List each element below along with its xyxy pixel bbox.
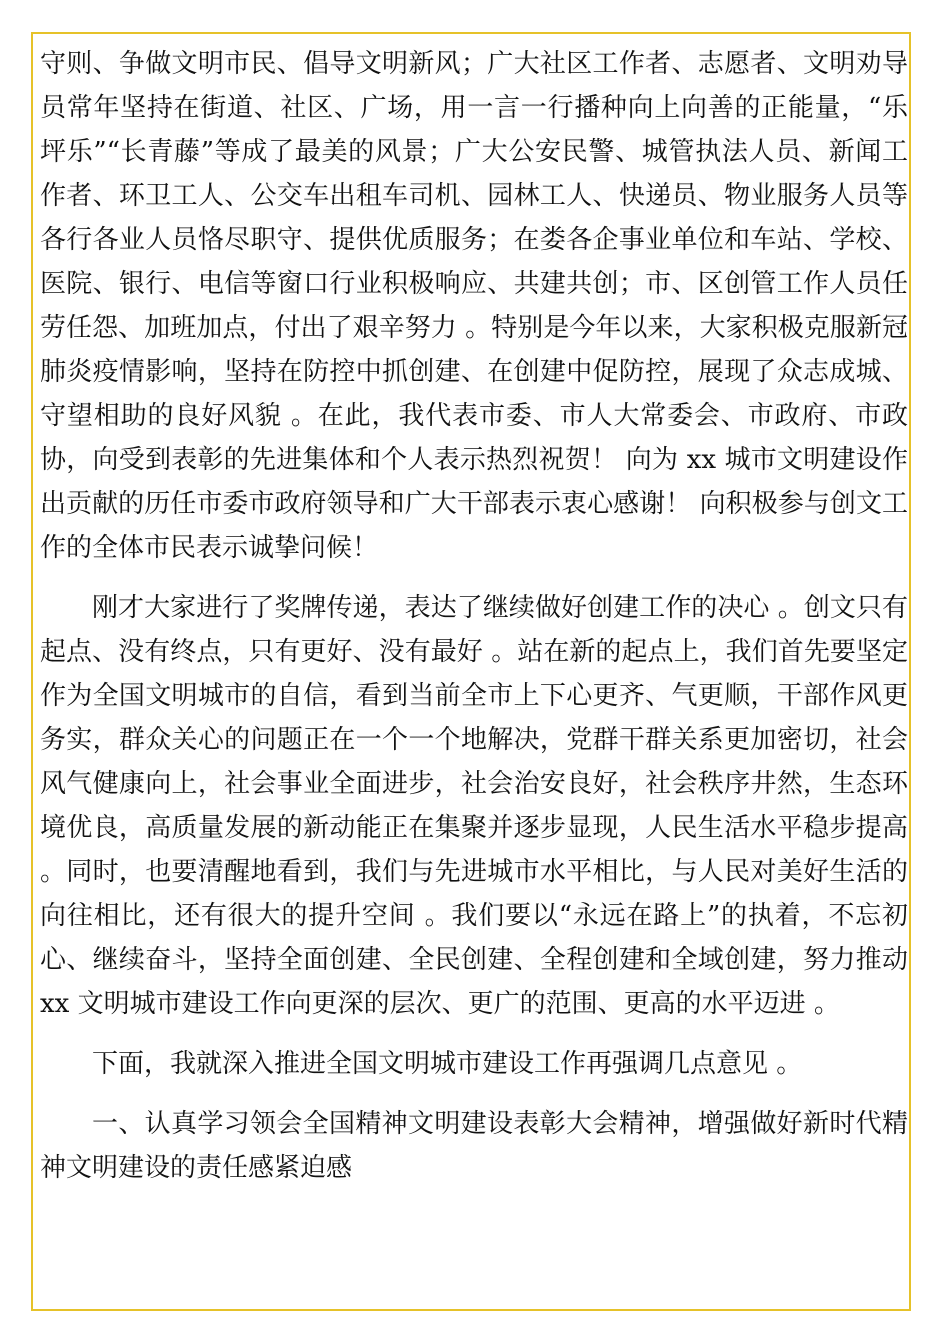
- paragraph-opinions-intro: 下面，我就深入推进全国文明城市建设工作再强调几点意见 。: [92, 1049, 803, 1079]
- document-body: [40, 42, 908, 1190]
- paragraph-acknowledgements: 守则、争做文明市民、倡导文明新风；广大社区工作者、志愿者、文明劝导员常年坚持在街道、社区、广场，用一言一行播种向上向善的正能量，“乐坪乐”“长青藤”等成了最美的风景；广大公安民警、城管执法人员、新闻工作者、环卫工人、公交车出租车司机、园林工人、快递员、物业服务人员等各行各业人员恪尽职守、提供优质服务；在娄各企事业单位和车站、学校、医院、银行、电信等窗口行业积极响应、共建共创；市、区创管工作人员任劳任怨、加班加点，付出了艰辛努力 。特别是今年以来，大家积极克服新冠肺炎疫情影响，坚持在防控中抓创建、在创建中促防控，展现了众志成城、守望相助的良好风貌 。在此，我代表市委、市人大常委会、市政府、市政协，向受到表彰的先进集体和个人表示热烈祝贺！ 向为 xx 城市文明建设作出贡献的历任市委市政府领导和广大干部表示衷心感谢！ 向积极参与创文工作的全体市民表示诚挚问候！: [40, 49, 909, 563]
- paragraph-medal-handover: 刚才大家进行了奖牌传递，表达了继续做好创建工作的决心 。创文只有起点、没有终点，只有更好、没有最好 。站在新的起点上，我们首先要坚定作为全国文明城市的自信，看到当前全市上下心更齐、气更顺，干部作风更务实，群众关心的问题正在一个一个地解决，党群干群关系更加密切，社会风气健康向上，社会事业全面进步，社会治安良好，社会秩序井然，生态环境优良，高质量发展的新动能正在集聚并逐步显现，人民生活水平稳步提高 。同时，也要清醒地看到，我们与先进城市水平相比，与人民对美好生活的向往相比，还有很大的提升空间 。我们要以“永远在路上”的执着，不忘初心、继续奋斗，坚持全面创建、全民创建、全程创建和全域创建，努力推动 xx 文明城市建设工作向更深的层次、更广的范围、更高的水平迈进 。: [40, 593, 908, 1019]
- section-heading-one: 一、认真学习领会全国精神文明建设表彰大会精神，增强做好新时代精神文明建设的责任感紧迫感: [40, 1109, 908, 1183]
